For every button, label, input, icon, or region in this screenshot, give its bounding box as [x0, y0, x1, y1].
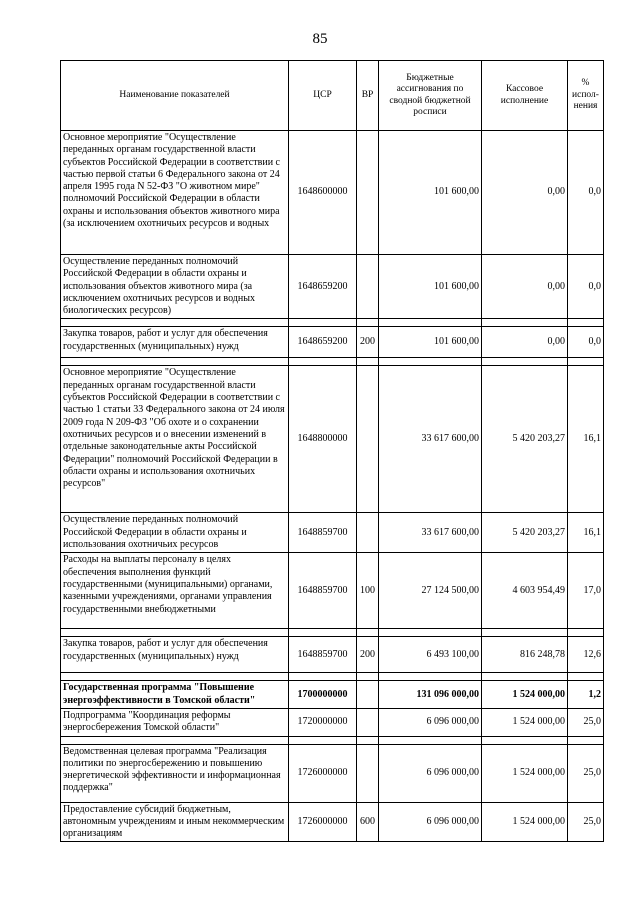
spacer-cell	[482, 673, 568, 681]
cell-csr: 1648859700	[289, 513, 357, 553]
header-name: Наименование показателей	[61, 61, 289, 131]
spacer-cell	[482, 319, 568, 327]
spacer-cell	[357, 358, 379, 366]
spacer-cell	[568, 736, 604, 744]
spacer-cell	[568, 673, 604, 681]
cell-vr: 200	[357, 327, 379, 358]
header-cash: Кассовое исполнение	[482, 61, 568, 131]
cell-percent: 16,1	[568, 366, 604, 513]
cell-percent: 1,2	[568, 681, 604, 709]
cell-vr	[357, 513, 379, 553]
cell-vr: 600	[357, 802, 379, 842]
header-budget: Бюджетные ассигнования по сводной бюджетной росписи	[379, 61, 482, 131]
row-spacer	[61, 629, 604, 637]
cell-cash: 1 524 000,00	[482, 681, 568, 709]
row-spacer	[61, 358, 604, 366]
table-row	[61, 681, 604, 709]
table-row	[61, 327, 604, 358]
cell-vr	[357, 131, 379, 255]
cell-cash: 4 603 954,49	[482, 553, 568, 629]
cell-vr	[357, 708, 379, 736]
row-spacer	[61, 673, 604, 681]
cell-name: Осуществление переданных полномочий Российской Федерации в области охраны и использования объектов животного мира (за исключением охотничьих ресурсов и водных биологических ресурсов)	[61, 255, 289, 319]
cell-cash: 0,00	[482, 255, 568, 319]
cell-budget: 6 493 100,00	[379, 637, 482, 673]
cell-budget: 33 617 600,00	[379, 366, 482, 513]
spacer-cell	[61, 358, 289, 366]
spacer-cell	[379, 319, 482, 327]
table-row	[61, 553, 604, 629]
header-vr: ВР	[357, 61, 379, 131]
cell-budget: 6 096 000,00	[379, 744, 482, 802]
cell-cash: 816 248,78	[482, 637, 568, 673]
cell-percent: 17,0	[568, 553, 604, 629]
cell-name: Государственная программа "Повышение энергоэффективности в Томской области"	[61, 681, 289, 709]
spacer-cell	[482, 629, 568, 637]
spacer-cell	[482, 736, 568, 744]
spacer-cell	[289, 358, 357, 366]
table-row	[61, 366, 604, 513]
cell-csr: 1700000000	[289, 681, 357, 709]
cell-cash: 1 524 000,00	[482, 802, 568, 842]
spacer-cell	[357, 736, 379, 744]
spacer-cell	[568, 358, 604, 366]
cell-cash: 5 420 203,27	[482, 366, 568, 513]
spacer-cell	[357, 673, 379, 681]
spacer-cell	[289, 673, 357, 681]
cell-budget: 33 617 600,00	[379, 513, 482, 553]
cell-vr	[357, 744, 379, 802]
cell-vr	[357, 366, 379, 513]
cell-csr: 1726000000	[289, 744, 357, 802]
cell-name: Основное мероприятие "Осуществление переданных органам государственной власти субъектов Российской Федерации в соответствии с частью первой статьи 6 Федерального закона от 24 апреля 1995 года N 52-ФЗ "О животном мире" полномочий Российской Федерации в области охраны и использования объектов животного мира (за исключением охотничьих ресурсов и водных	[61, 131, 289, 255]
spacer-cell	[379, 358, 482, 366]
cell-csr: 1648600000	[289, 131, 357, 255]
table-row	[61, 744, 604, 802]
cell-budget: 6 096 000,00	[379, 708, 482, 736]
cell-name: Основное мероприятие "Осуществление переданных органам государственной власти субъектов Российской Федерации в соответствии с частью 1 статьи 33 Федерального закона от 24 июля 2009 года N 209-ФЗ "Об охоте и о сохранении охотничьих ресурсов и о внесении изменений в отдельные законодательные акты Российской Федерации" полномочий Российской Федерации в области охраны и использования охотничьих ресурсов"	[61, 366, 289, 513]
budget-table	[60, 60, 604, 842]
cell-name: Закупка товаров, работ и услуг для обеспечения государственных (муниципальных) нужд	[61, 327, 289, 358]
spacer-cell	[568, 629, 604, 637]
cell-csr: 1720000000	[289, 708, 357, 736]
header-csr: ЦСР	[289, 61, 357, 131]
spacer-cell	[379, 673, 482, 681]
cell-budget: 101 600,00	[379, 327, 482, 358]
cell-budget: 6 096 000,00	[379, 802, 482, 842]
cell-name: Подпрограмма "Координация реформы энергосбережения Томской области"	[61, 708, 289, 736]
table-row	[61, 131, 604, 255]
spacer-cell	[289, 629, 357, 637]
cell-cash: 0,00	[482, 131, 568, 255]
cell-name: Закупка товаров, работ и услуг для обеспечения государственных (муниципальных) нужд	[61, 637, 289, 673]
cell-percent: 12,6	[568, 637, 604, 673]
cell-name: Расходы на выплаты персоналу в целях обеспечения выполнения функций государственными (муниципальными) органами, казенными учреждениями, органами управления государственными внебюджетными	[61, 553, 289, 629]
cell-name: Предоставление субсидий бюджетным, автономным учреждениям и иным некоммерческим организациям	[61, 802, 289, 842]
cell-percent: 25,0	[568, 708, 604, 736]
spacer-cell	[61, 629, 289, 637]
cell-name: Осуществление переданных полномочий Российской Федерации в области охраны и использования охотничьих ресурсов	[61, 513, 289, 553]
spacer-cell	[357, 629, 379, 637]
spacer-cell	[289, 736, 357, 744]
spacer-cell	[482, 358, 568, 366]
cell-csr: 1648659200	[289, 327, 357, 358]
cell-name: Ведомственная целевая программа "Реализация политики по энергосбережению и повышению энергетической эффективности и информационная поддержка"	[61, 744, 289, 802]
header-percent: % испол-нения	[568, 61, 604, 131]
spacer-cell	[568, 319, 604, 327]
table-row	[61, 802, 604, 842]
cell-csr: 1726000000	[289, 802, 357, 842]
cell-budget: 101 600,00	[379, 131, 482, 255]
cell-percent: 16,1	[568, 513, 604, 553]
table-row	[61, 708, 604, 736]
cell-cash: 5 420 203,27	[482, 513, 568, 553]
page-number: 85	[312, 31, 328, 47]
spacer-cell	[289, 319, 357, 327]
cell-percent: 25,0	[568, 744, 604, 802]
header-row	[61, 61, 604, 131]
row-spacer	[61, 736, 604, 744]
cell-budget: 101 600,00	[379, 255, 482, 319]
table-row	[61, 255, 604, 319]
cell-csr: 1648859700	[289, 637, 357, 673]
table-row	[61, 513, 604, 553]
cell-csr: 1648800000	[289, 366, 357, 513]
cell-cash: 0,00	[482, 327, 568, 358]
cell-percent: 0,0	[568, 131, 604, 255]
spacer-cell	[61, 319, 289, 327]
cell-csr: 1648859700	[289, 553, 357, 629]
cell-percent: 0,0	[568, 327, 604, 358]
cell-vr: 100	[357, 553, 379, 629]
cell-vr	[357, 681, 379, 709]
spacer-cell	[357, 319, 379, 327]
spacer-cell	[379, 736, 482, 744]
spacer-cell	[379, 629, 482, 637]
cell-percent: 25,0	[568, 802, 604, 842]
spacer-cell	[61, 736, 289, 744]
row-spacer	[61, 319, 604, 327]
cell-csr: 1648659200	[289, 255, 357, 319]
cell-vr: 200	[357, 637, 379, 673]
cell-budget: 27 124 500,00	[379, 553, 482, 629]
cell-vr	[357, 255, 379, 319]
table-row	[61, 637, 604, 673]
cell-percent: 0,0	[568, 255, 604, 319]
cell-cash: 1 524 000,00	[482, 708, 568, 736]
spacer-cell	[61, 673, 289, 681]
cell-budget: 131 096 000,00	[379, 681, 482, 709]
cell-cash: 1 524 000,00	[482, 744, 568, 802]
